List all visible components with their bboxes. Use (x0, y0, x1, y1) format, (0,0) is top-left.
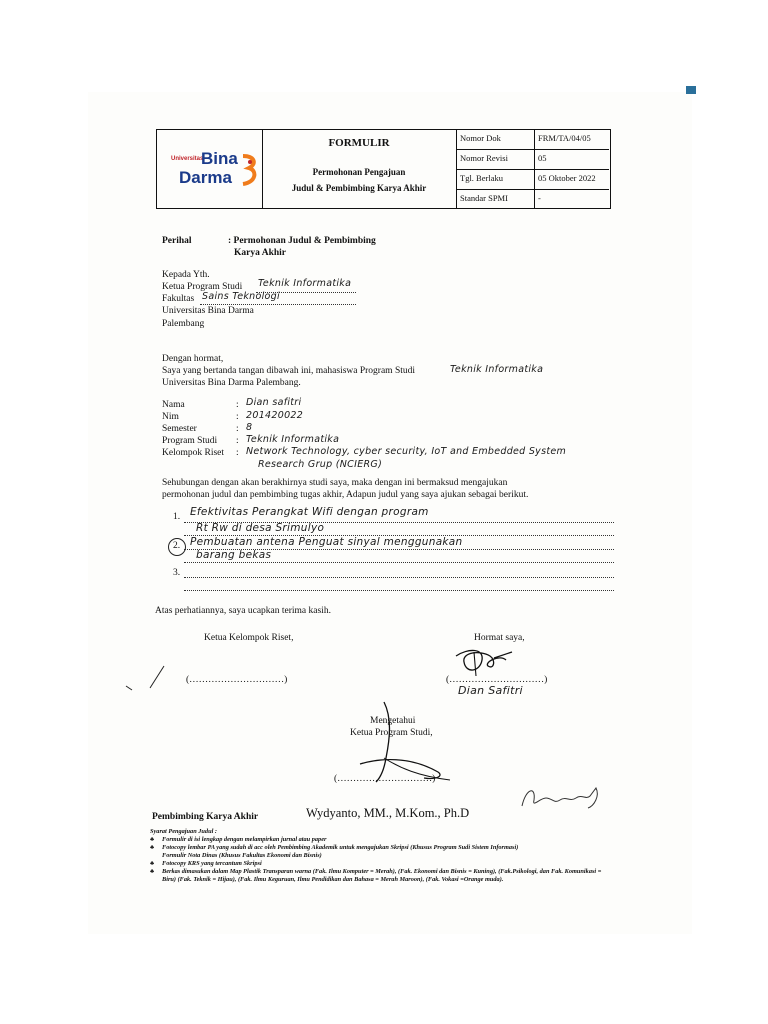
pembimbing-name: Wydyanto, MM., M.Kom., Ph.D (306, 806, 470, 820)
title-number-3: 3. (173, 568, 181, 578)
dotted-line (200, 304, 356, 305)
form-title: FORMULIR (328, 137, 390, 149)
closing-text: Atas perhatiannya, saya ucapkan terima kasih. (155, 606, 331, 616)
field-value-semester: 8 (246, 422, 253, 433)
syarat-section (150, 828, 610, 884)
meta-label: Nomor Dok (456, 130, 534, 150)
meta-label: Tgl. Berlaku (456, 170, 534, 190)
field-value-kelompok-riset: Network Technology, cyber security, IoT and Embedded System (246, 446, 567, 457)
title-2-line-1: Pembuatan antena Penguat sinyal menggunakan (190, 536, 463, 548)
pembimbing-label: Pembimbing Karya Akhir (152, 812, 259, 822)
universitas-text: Universitas Bina Darma (162, 306, 254, 316)
field-label-semester: Semester (162, 424, 197, 434)
ketua-prodi-handwritten: Teknik Informatika (258, 278, 352, 289)
meta-value: FRM/TA/04/05 (534, 130, 609, 150)
perihal-line-2: Karya Akhir (234, 248, 286, 258)
perihal-label: Perihal (162, 236, 192, 246)
title-1-line-1: Efektivitas Perangkat Wifi dengan program (190, 506, 429, 518)
bullet-icon: ♣ (150, 844, 155, 851)
meta-label: Standar SPMI (460, 193, 508, 203)
title-cell (262, 130, 457, 208)
ketua-kelompok-blank: (…………………………) (186, 675, 288, 685)
meta-label-column (456, 130, 535, 208)
syarat-item: ♣ Berkas dimasukan dalam Map Plastik Transparan warna (Fak. Ilmu Komputer = Merah), (Fak. Ekonomi dan Bisnis = Kuning), (Fak.Psikologi, dan Fak. Komunikasi = Biru) (Fak. Teknik = Hijau), (Fak. Ilmu Keguruan, Ilmu Pendidikan dan Bahasa = Merah Maroon), (Fak. Vokasi =Orange muda). (150, 868, 602, 883)
field-label-nama: Nama (162, 400, 185, 410)
meta-value: 05 Oktober 2022 (534, 170, 609, 190)
form-header-table (156, 129, 611, 209)
field-value-nim: 201420022 (246, 410, 304, 421)
syarat-item: ♣ Fotocopy lembar PA yang sudah di acc oleh Pembimbing Akademik untuk mengajukan Skripsi (Khusus Program Sudi Sistem Informasi) (150, 844, 519, 851)
university-logo (167, 140, 257, 200)
field-label-prodi: Program Studi (162, 436, 218, 446)
syarat-title: Syarat Pengajuan Judul : (150, 828, 218, 835)
bullet-icon: ♣ (150, 868, 155, 875)
mengetahui-label: Mengetahui (370, 716, 416, 726)
perihal-line-1: : Permohonan Judul & Pembimbing (228, 236, 376, 246)
logo-small-text: Universitas (171, 156, 204, 162)
title-1-line-2: Rt Rw di desa Srimulyo (196, 522, 325, 534)
greeting-text: Dengan hormat, (162, 354, 224, 364)
pembimbing-signature (516, 780, 608, 814)
title-2-line-2: barang bekas (196, 549, 272, 561)
scan-corner-mark (686, 86, 696, 94)
intro-text: Saya yang bertanda tangan dibawah ini, mahasiswa Program Studi (162, 366, 416, 376)
title-number-1: 1. (173, 512, 181, 522)
bullet-icon: ♣ (150, 860, 155, 867)
meta-value: 05 (534, 150, 609, 170)
meta-label: Nomor Revisi (456, 150, 534, 170)
intro-text-2: Universitas Bina Darma Palembang. (162, 378, 301, 388)
logo-bina-text: Bina (201, 149, 238, 168)
student-blank: (…………………………) (446, 675, 548, 685)
form-subtitle-2: Judul & Pembimbing Karya Akhir (291, 183, 427, 193)
field-value-kelompok-riset-2: Research Grup (NCIERG) (258, 459, 383, 470)
paragraph-line-1: Sehubungan dengan akan berakhirnya studi saya, maka dengan ini bermaksud mengajukan (162, 478, 508, 488)
syarat-item: Formulir Nota Dinas (Khusus Fakultas Ekonomi dan Bisnis) (162, 852, 322, 859)
dotted-line (184, 577, 614, 578)
dotted-line (184, 590, 614, 591)
meta-value: - (538, 193, 541, 203)
logo-darma-text: Darma (179, 168, 232, 187)
ketua-prodi-blank: (…………………………) (334, 774, 436, 784)
city-text: Palembang (162, 319, 205, 329)
kepada-text: Kepada Yth. (162, 270, 210, 280)
logo-cell (157, 130, 263, 208)
ketua-prodi-label: Ketua Program Studi (162, 282, 243, 292)
ketua-kelompok-label: Ketua Kelompok Riset, (204, 633, 294, 643)
field-label-nim: Nim (162, 412, 179, 422)
fakultas-label: Fakultas (162, 294, 195, 304)
title-number-2: 2. (173, 541, 181, 551)
meta-value-column (534, 130, 609, 208)
form-subtitle-1: Permohonan Pengajuan (312, 167, 406, 177)
bullet-icon: ♣ (150, 836, 155, 843)
field-value-nama: Dian safitri (246, 397, 302, 408)
dotted-line (184, 562, 614, 563)
student-name-handwritten: Dian Safitri (458, 684, 523, 697)
hormat-saya-label: Hormat saya, (474, 633, 525, 643)
stray-pen-mark (124, 662, 174, 698)
paragraph-line-2: permohonan judul dan pembimbing tugas akhir, Adapun judul yang saya ajukan sebagai berikut. (162, 490, 529, 500)
fakultas-handwritten: Sains Teknologi (202, 291, 280, 302)
ketua-prodi-sign-label: Ketua Program Studi, (350, 728, 433, 738)
field-value-prodi: Teknik Informatika (246, 434, 340, 445)
syarat-item: ♣ Formulir di isi lengkap dengan melampirkan jurnal atau paper (150, 836, 327, 843)
field-label-kelompok-riset: Kelompok Riset (162, 448, 225, 458)
syarat-item: ♣ Fotocopy KRS yang tercantum Skripsi (150, 860, 262, 867)
logo-emblem-icon (241, 154, 259, 186)
intro-prodi-handwritten: Teknik Informatika (450, 364, 544, 375)
